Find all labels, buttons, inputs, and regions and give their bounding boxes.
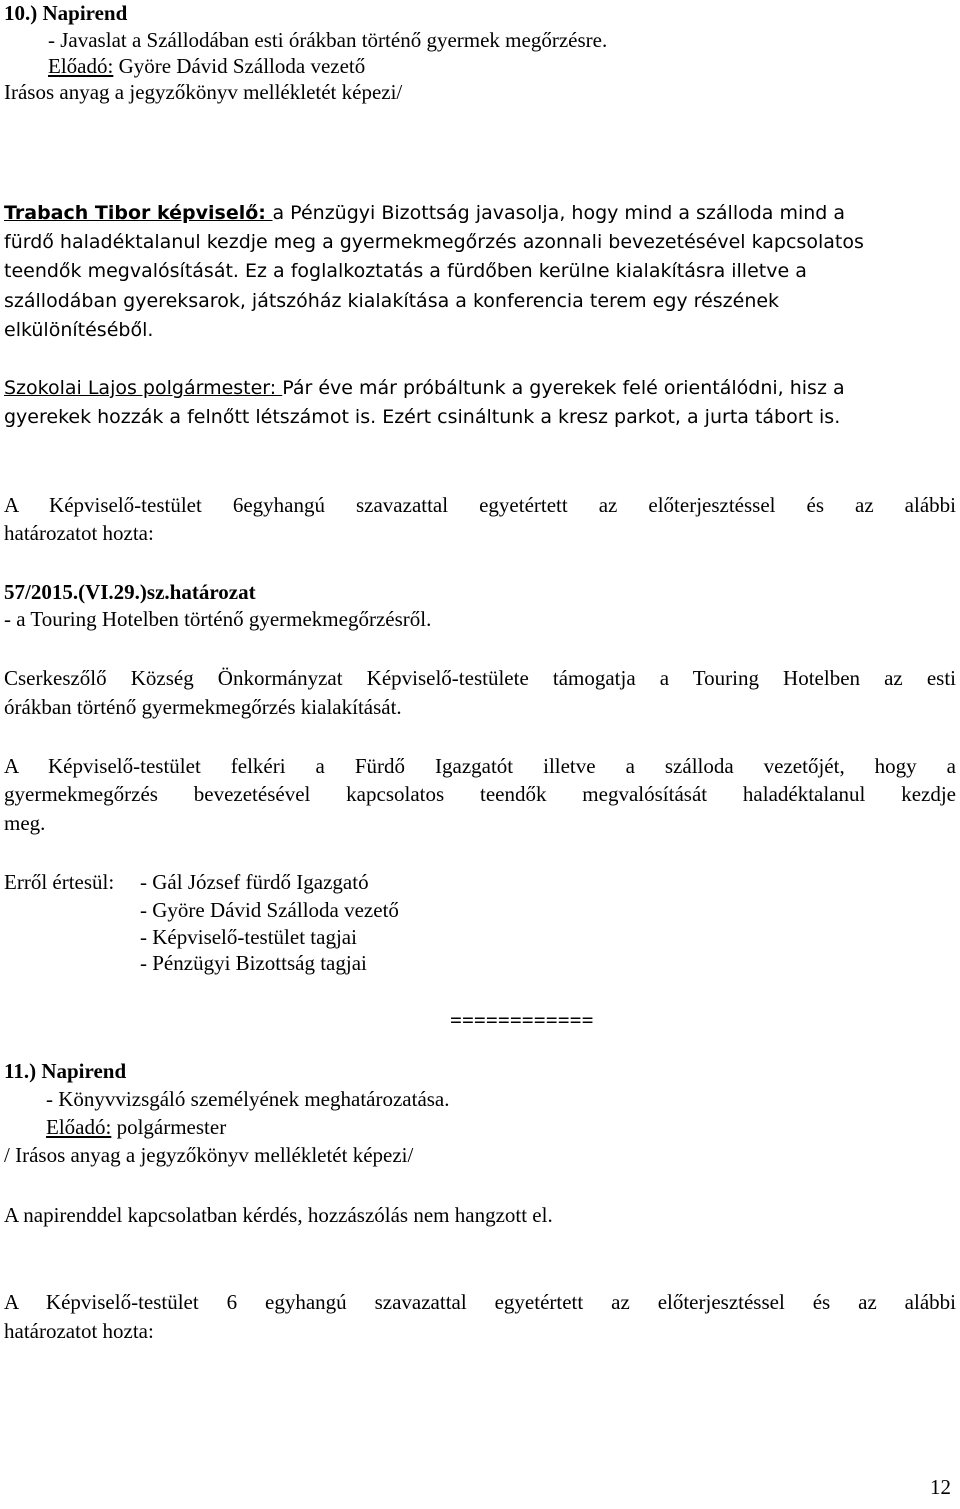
resolution-p1-line-1: Cserkeszőlő Község Önkormányzat Képviselő-testülete támogatja a Touring Hotelben az esti [4, 666, 956, 690]
section-11-heading: 11.) Napirend [4, 1059, 127, 1083]
trabach-line-5: elkülönítéséből. [4, 319, 154, 341]
section-11-topic: - Könyvvizsgáló személyének meghatározatása. [46, 1087, 450, 1111]
section-10-attachment: Irásos anyag a jegyzőkönyv mellékletét képezi/ [4, 80, 403, 104]
trabach-line-4: szállodában gyereksarok, játszóház kialakítása a konferencia terem egy részének [4, 290, 780, 312]
resolution-number: 57/2015.(VI.29.)sz.határozat [4, 580, 256, 604]
trabach-speaker: Trabach Tibor képviselő: [4, 202, 273, 224]
notify-label: Erről értesül: [4, 870, 115, 894]
trabach-line-2: fürdő haladéktalanul kezdje meg a gyermekmegőrzés azonnali bevezetésével kapcsolatos [4, 231, 864, 253]
separator: ============ [450, 1008, 594, 1032]
section-11-vote-line-2: határozatot hozta: [4, 1319, 154, 1343]
resolution-p2-line-1: A Képviselő-testület felkéri a Fürdő Igazgatót illetve a szálloda vezetőjét, hogy a [4, 754, 956, 778]
resolution-p2-line-3: meg. [4, 811, 46, 835]
vote-1-line-1: A Képviselő-testület 6egyhangú szavazattal egyetértett az előterjesztéssel és az alábbi [4, 493, 956, 517]
notify-item: - Gál József fürdő Igazgató [140, 870, 369, 894]
trabach-line-1: Trabach Tibor képviselő: a Pénzügyi Bizottság javasolja, hogy mind a szálloda mind a [4, 202, 846, 224]
section-10-topic: - Javaslat a Szállodában esti órákban történő gyermek megőrzésre. [48, 28, 608, 52]
presenter-name: Györe Dávid Szálloda vezető [113, 54, 366, 78]
section-11-vote-line-1: A Képviselő-testület 6 egyhangú szavazattal egyetértett az előterjesztéssel és az alábbi [4, 1290, 956, 1314]
notify-item: - Képviselő-testület tagjai [140, 925, 357, 949]
section-11-presenter [46, 1114, 226, 1140]
section-10-presenter [48, 53, 365, 79]
section-11-no-questions: A napirenddel kapcsolatban kérdés, hozzászólás nem hangzott el. [4, 1203, 553, 1227]
section-10-heading: 10.) Napirend [4, 1, 128, 25]
presenter-label: Előadó: [46, 1115, 112, 1139]
presenter-name: polgármester [111, 1115, 227, 1139]
trabach-line-3: teendők megvalósítását. Ez a foglalkoztatás a fürdőben kerülne kialakításra illetve a [4, 260, 807, 282]
szokolai-speaker: Szokolai Lajos polgármester: [4, 377, 283, 399]
vote-1-line-2: határozatot hozta: [4, 521, 154, 545]
notify-item: - Györe Dávid Szálloda vezető [140, 898, 399, 922]
page-number: 12 [930, 1475, 951, 1499]
szokolai-line-1: Szokolai Lajos polgármester: Pár éve már próbáltunk a gyerekek felé orientálódni, hisz a [4, 377, 845, 399]
notify-item: - Pénzügyi Bizottság tagjai [140, 951, 367, 975]
presenter-label: Előadó: [48, 54, 114, 78]
resolution-p1-line-2: órákban történő gyermekmegőrzés kialakítását. [4, 695, 402, 719]
szokolai-line-2: gyerekek hozzák a felnőtt létszámot is. Ezért csináltunk a kresz parkot, a jurta tábort is. [4, 406, 841, 428]
resolution-p2-line-2: gyermekmegőrzés bevezetésével kapcsolatos teendők megvalósítását haladéktalanul kezdje [4, 782, 956, 806]
resolution-subject: - a Touring Hotelben történő gyermekmegőrzésről. [4, 607, 432, 631]
section-11-attachment: / Irásos anyag a jegyzőkönyv mellékletét képezi/ [4, 1143, 414, 1167]
